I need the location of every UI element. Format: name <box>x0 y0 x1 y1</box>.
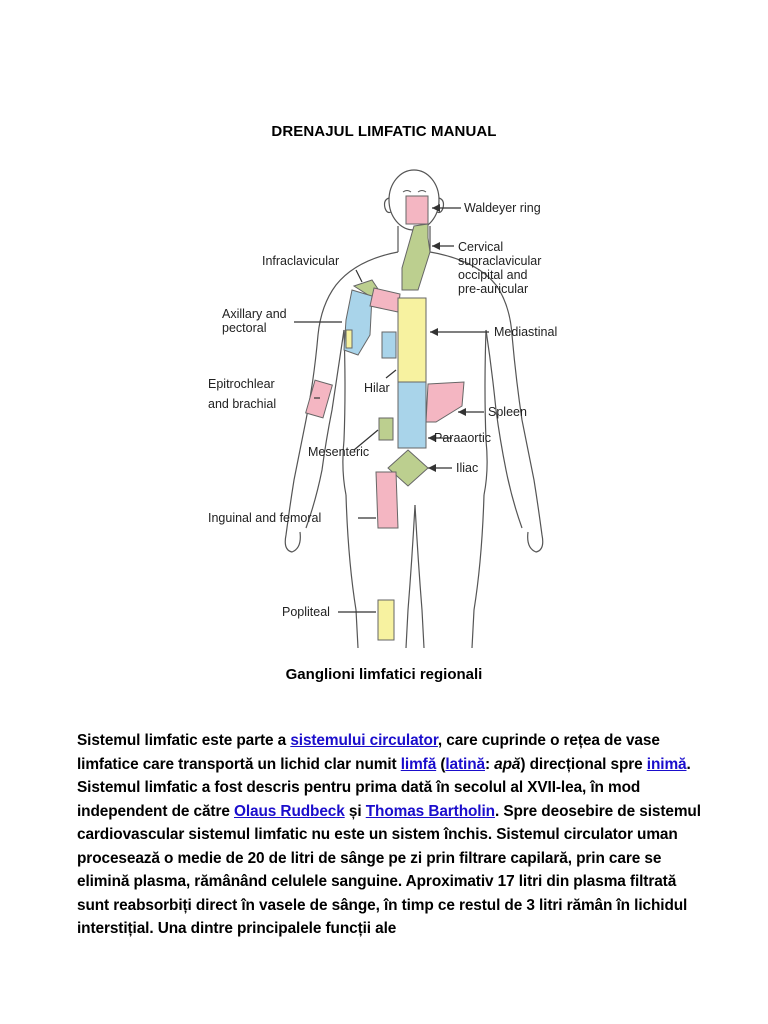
text-run-italic: apă <box>494 755 521 773</box>
label-epitrochlear-1: Epitrochlear <box>208 377 275 391</box>
paraaortic-node <box>398 382 426 448</box>
label-axillary-1: Axillary and <box>222 307 287 321</box>
text-run: . Sistemul limfatic a fost descris pentru prima dată în secolul al XVII-lea, în mod independent de către <box>77 755 691 820</box>
label-cervical-2: supraclavicular <box>458 254 542 268</box>
chest-pink-node <box>370 288 400 312</box>
text-run: și <box>344 802 366 820</box>
figure-caption: Ganglioni limfatici regionali <box>285 666 483 683</box>
link-sistemului-circulator[interactable]: sistemului circulator <box>290 732 438 749</box>
text-run: . Spre deosebire de sistemul cardiovascular sistemul limfatic nu este un sistem închis. Sistemul circulator uman procesează o medie de 20 de litri de sânge pe zi prin filtrare capilară, prin care se elimină plasma, rămânând celulele sanguine. Aproximativ 17 litri din plasma filtrată sunt reabsorbiți direct în vasele de sânge, în timp ce restul de 3 litri rămân în lichidul interstițial. Una dintre principalele funcții ale <box>77 802 701 937</box>
cervical-node <box>402 224 430 290</box>
spleen-node <box>426 382 464 422</box>
label-epitrochlear-2: and brachial <box>208 397 277 411</box>
text-run: Sistemul limfatic este parte a <box>77 732 291 749</box>
link-thomas-bartholin[interactable]: Thomas Bartholin <box>365 802 495 820</box>
text-run: ( <box>436 755 446 773</box>
label-waldeyer: Waldeyer ring <box>464 201 541 215</box>
link-limfa[interactable]: limfă <box>400 755 437 773</box>
link-inima[interactable]: inimă <box>646 755 687 773</box>
mesenteric-node <box>379 418 393 440</box>
link-olaus-rudbeck[interactable]: Olaus Rudbeck <box>233 802 345 820</box>
text-run: , care cuprinde o rețea de vase limfatice care transportă un lichid clar numit <box>77 732 660 773</box>
label-cervical-4: pre-auricular <box>458 282 529 296</box>
document-title: DRENAJUL LIMFATIC MANUAL <box>271 123 497 140</box>
label-cervical-3: occipital and <box>458 268 528 282</box>
label-infraclavicular: Infraclavicular <box>262 254 340 268</box>
label-cervical-1: Cervical <box>458 240 504 254</box>
text-run: : <box>484 755 495 773</box>
label-inguinal: Inguinal and femoral <box>208 511 322 525</box>
label-axillary-2: pectoral <box>222 321 267 335</box>
popliteal-node <box>378 600 394 640</box>
text-run: ) direcțional spre <box>520 755 647 773</box>
label-popliteal: Popliteal <box>282 605 330 619</box>
epitrochlear-node <box>306 380 333 418</box>
waldeyer-node <box>406 196 428 224</box>
lymph-node-diagram <box>196 160 576 650</box>
label-paraaortic: Paraaortic <box>434 431 491 445</box>
label-mesenteric: Mesenteric <box>308 445 370 459</box>
link-latina[interactable]: latină <box>445 755 485 773</box>
mediastinal-node <box>398 298 426 382</box>
axillary-small-node <box>346 330 352 348</box>
inguinal-node <box>376 472 398 528</box>
label-mediastinal: Mediastinal <box>494 325 558 339</box>
hilar-node <box>382 332 396 358</box>
label-spleen: Spleen <box>488 405 527 419</box>
body-paragraph <box>77 729 709 941</box>
label-iliac: Iliac <box>456 461 479 475</box>
label-hilar: Hilar <box>364 381 390 395</box>
